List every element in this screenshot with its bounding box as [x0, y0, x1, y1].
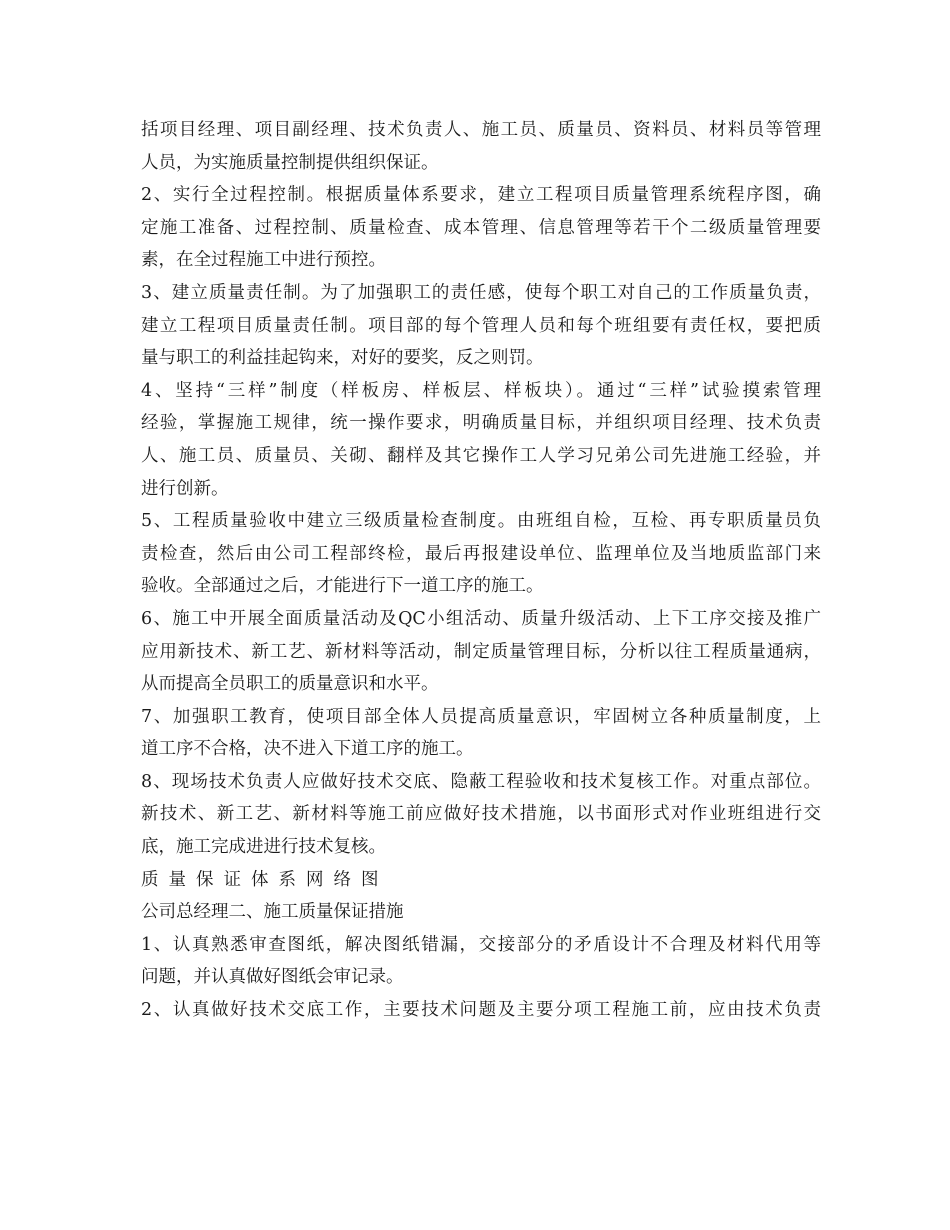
text-line: 验收。全部通过之后，才能进行下一道工序的施工。 [141, 576, 544, 597]
document-body [141, 114, 821, 1027]
text-line: 从而提高全员职工的质量意识和水平。 [141, 674, 439, 695]
text-line: 量与职工的利益挂起钩来，对好的要奖，反之则罚。 [141, 348, 544, 369]
text-line: 定施工准备、过程控制、质量检查、成本管理、信息管理等若干个二级质量管理要 [141, 217, 821, 238]
text-line: 经验，掌握施工规律，统一操作要求，明确质量目标，并组织项目经理、技术负责 [141, 413, 821, 434]
text-line: 5、工程质量验收中建立三级质量检查制度。由班组自检，互检、再专职质量员负 [141, 511, 821, 532]
text-line: 8、现场技术负责人应做好技术交底、隐蔽工程验收和技术复核工作。对重点部位。 [141, 771, 821, 792]
text-line: 素，在全过程施工中进行预控。 [141, 250, 386, 271]
text-line: 问题，并认真做好图纸会审记录。 [141, 967, 404, 988]
text-line: 人、施工员、质量员、关砌、翻样及其它操作工人学习兄弟公司先进施工经验，并 [141, 445, 821, 466]
text-line: 括项目经理、项目副经理、技术负责人、施工员、质量员、资料员、材料员等管理 [141, 120, 821, 140]
text-line: 2、认真做好技术交底工作，主要技术问题及主要分项工程施工前，应由技术负责 [141, 1000, 821, 1021]
text-line: 2、实行全过程控制。根据质量体系要求，建立工程项目质量管理系统程序图，确 [141, 185, 821, 206]
text-line: 7、加强职工教育，使项目部全体人员提高质量意识，牢固树立各种质量制度，上 [141, 706, 821, 727]
text-line: 责检查，然后由公司工程部终检，最后再报建设单位、监理单位及当地质监部门来 [141, 543, 821, 564]
text-line: 新技术、新工艺、新材料等施工前应做好技术措施，以书面形式对作业班组进行交 [141, 804, 821, 825]
section-heading: 公司总经理二、施工质量保证措施 [141, 902, 404, 923]
text-line: 3、建立质量责任制。为了加强职工的责任感，使每个职工对自己的工作质量负责， [141, 282, 821, 303]
text-line: 1、认真熟悉审查图纸，解决图纸错漏，交接部分的矛盾设计不合理及材料代用等 [141, 934, 821, 955]
text-line: 人员，为实施质量控制提供组织保证。 [141, 152, 439, 173]
text-line: 6、施工中开展全面质量活动及QC小组活动、质量升级活动、上下工序交接及推广 [141, 608, 821, 629]
text-line: 4、坚持“三样”制度（样板房、样板层、样板块）。通过“三样”试验摸索管理 [141, 380, 821, 401]
text-line: 建立工程项目质量责任制。项目部的每个管理人员和每个班组要有责任权，要把质 [141, 315, 821, 336]
text-line: 应用新技术、新工艺、新材料等活动，制定质量管理目标，分析以往工程质量通病， [141, 641, 821, 662]
text-line: 进行创新。 [141, 478, 229, 499]
text-line: 道工序不合格，决不进入下道工序的施工。 [141, 739, 474, 760]
diagram-heading: 质量保证体系网络图 [141, 869, 389, 890]
text-line: 底，施工完成进进行技术复核。 [141, 837, 386, 858]
